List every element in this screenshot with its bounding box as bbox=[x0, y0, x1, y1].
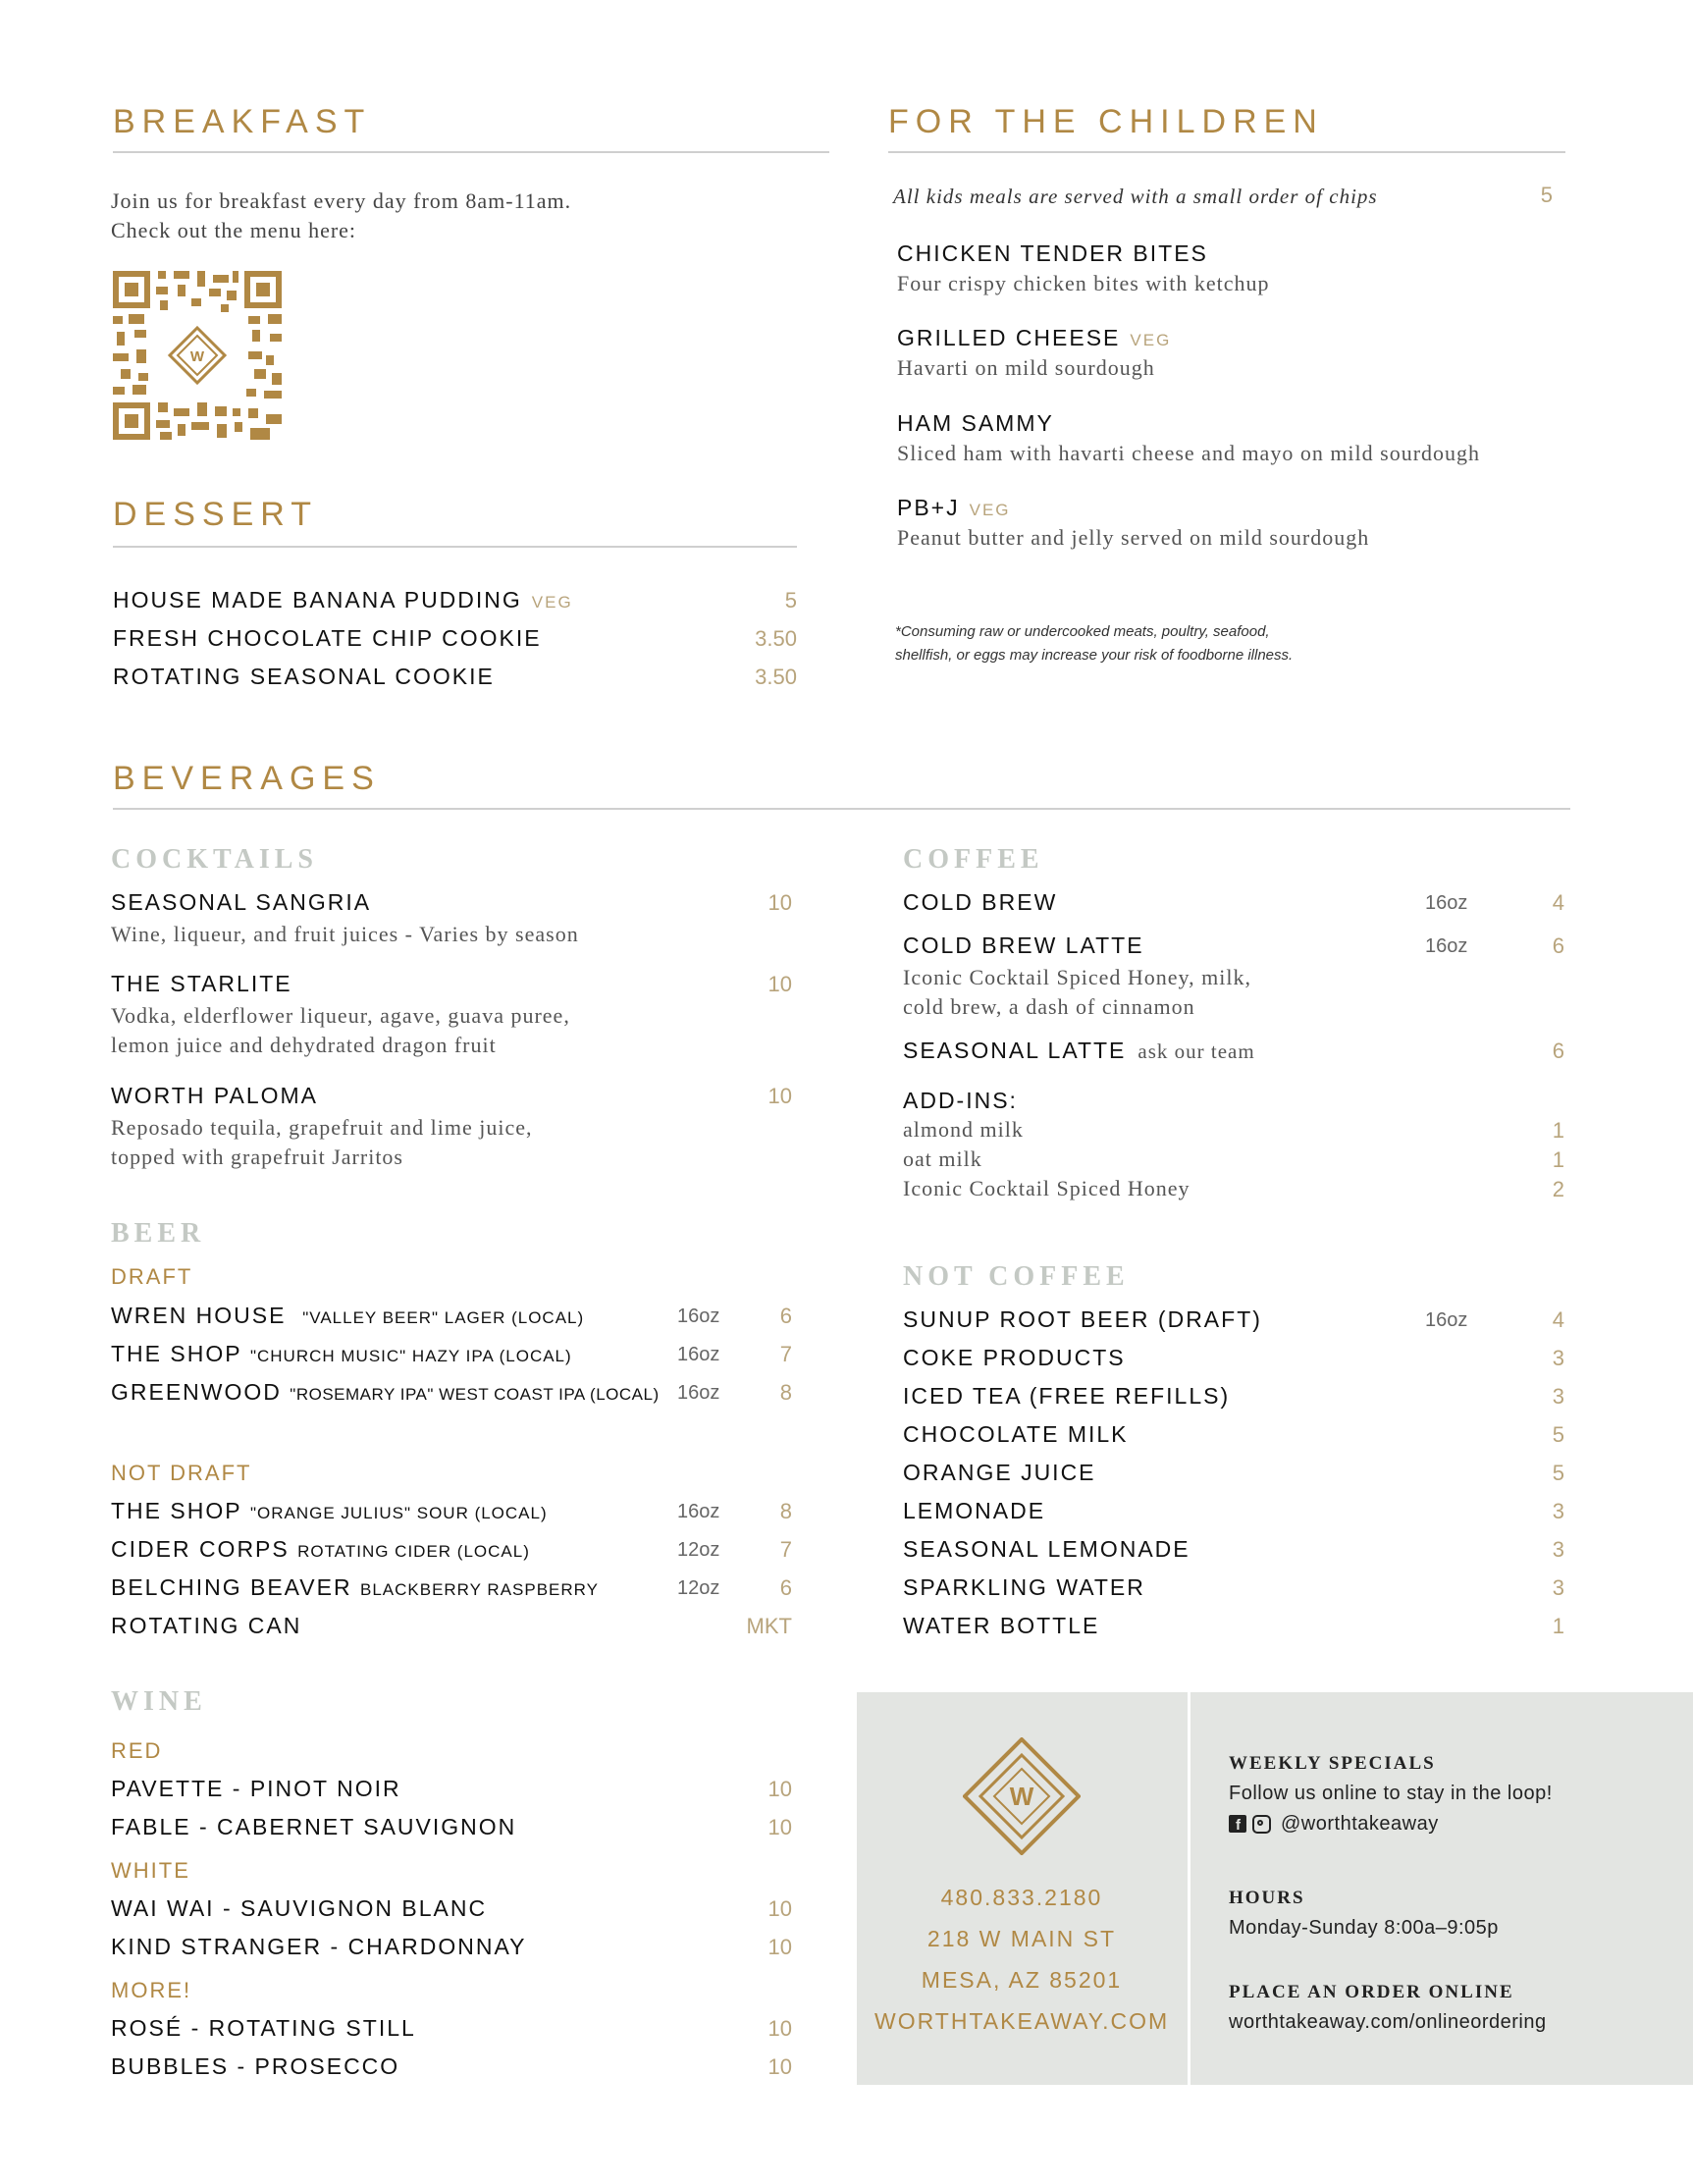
not-coffee-price: 3 bbox=[1552, 1346, 1564, 1370]
children-item bbox=[897, 327, 1171, 349]
qr-logo-letter: W bbox=[189, 348, 205, 365]
social-row[interactable] bbox=[1229, 1813, 1439, 1835]
not-coffee-price: 5 bbox=[1552, 1461, 1564, 1485]
wine-name: ROSÉ - ROTATING STILL bbox=[111, 2015, 416, 2041]
cocktail-name: SEASONAL SANGRIA bbox=[111, 889, 372, 915]
wine-price: 10 bbox=[767, 1777, 792, 1801]
cocktail-desc: lemon juice and dehydrated dragon fruit bbox=[111, 1033, 497, 1057]
draft-label: DRAFT bbox=[111, 1264, 193, 1289]
cocktail-desc: topped with grapefruit Jarritos bbox=[111, 1145, 403, 1169]
social-handle[interactable]: @worthtakeaway bbox=[1281, 1813, 1439, 1835]
cocktail-name: WORTH PALOMA bbox=[111, 1083, 318, 1108]
coffee-name: COLD BREW bbox=[903, 889, 1058, 915]
dessert-rule bbox=[113, 546, 797, 548]
beer-size: 16oz bbox=[677, 1305, 720, 1327]
dessert-price: 3.50 bbox=[755, 626, 797, 651]
wine-price: 10 bbox=[767, 2054, 792, 2079]
dessert-price: 3.50 bbox=[755, 665, 797, 689]
children-item bbox=[897, 497, 1011, 519]
children-rule bbox=[888, 151, 1565, 153]
wine-price: 10 bbox=[767, 2016, 792, 2041]
not-coffee-size: 16oz bbox=[1425, 1309, 1468, 1331]
dessert-item bbox=[113, 589, 573, 612]
website-link[interactable]: WORTHTAKEAWAY.COM bbox=[874, 2008, 1170, 2034]
not-coffee-price: 4 bbox=[1552, 1307, 1564, 1332]
coffee-name: COLD BREW LATTE bbox=[903, 932, 1144, 958]
weekly-specials-title: WEEKLY SPECIALS bbox=[1229, 1753, 1436, 1774]
beverages-title: BEVERAGES bbox=[113, 760, 381, 797]
veg-badge: VEG bbox=[969, 501, 1011, 519]
beer-size: 16oz bbox=[677, 1382, 720, 1404]
beer-price: 6 bbox=[779, 1304, 792, 1328]
instagram-icon[interactable] bbox=[1252, 1815, 1271, 1834]
beer-size: 16oz bbox=[677, 1501, 720, 1522]
coffee-title: COFFEE bbox=[903, 844, 1044, 875]
beer-item: THE SHOP "CHURCH MUSIC" HAZY IPA (LOCAL) bbox=[111, 1341, 572, 1366]
not-coffee-title: NOT COFFEE bbox=[903, 1261, 1130, 1292]
wine-price: 10 bbox=[767, 1896, 792, 1921]
addin-price: 1 bbox=[1552, 1118, 1564, 1143]
beer-size: 12oz bbox=[677, 1539, 720, 1561]
breakfast-title: BREAKFAST bbox=[113, 103, 372, 140]
phone-number[interactable]: 480.833.2180 bbox=[940, 1885, 1103, 1910]
beer-item: THE SHOP "ORANGE JULIUS" SOUR (LOCAL) bbox=[111, 1498, 548, 1523]
coffee-desc: cold brew, a dash of cinnamon bbox=[903, 994, 1195, 1019]
not-coffee-name: COKE PRODUCTS bbox=[903, 1345, 1126, 1370]
children-item-desc: Four crispy chicken bites with ketchup bbox=[897, 271, 1270, 295]
order-online-title: PLACE AN ORDER ONLINE bbox=[1229, 1982, 1514, 2002]
not-coffee-name: LEMONADE bbox=[903, 1498, 1046, 1523]
beer-price: 6 bbox=[779, 1575, 792, 1600]
coffee-price: 6 bbox=[1552, 1039, 1564, 1063]
addins-label: ADD-INS: bbox=[903, 1088, 1018, 1113]
beer-size: 16oz bbox=[677, 1344, 720, 1365]
cocktail-desc: Wine, liqueur, and fruit juices - Varies by season bbox=[111, 922, 579, 946]
not-coffee-name: ORANGE JUICE bbox=[903, 1460, 1096, 1485]
children-item-desc: Peanut butter and jelly served on mild sourdough bbox=[897, 525, 1370, 550]
wine-name: BUBBLES - PROSECCO bbox=[111, 2053, 400, 2079]
cocktail-name: THE STARLITE bbox=[111, 971, 292, 996]
dessert-price: 5 bbox=[784, 588, 797, 613]
not-coffee-price: 5 bbox=[1552, 1422, 1564, 1447]
children-item-name: GRILLED CHEESE bbox=[897, 325, 1121, 350]
coffee-item: SEASONAL LATTE ask our team bbox=[903, 1038, 1255, 1063]
addin-name: Iconic Cocktail Spiced Honey bbox=[903, 1176, 1190, 1200]
cocktail-price: 10 bbox=[767, 890, 792, 915]
cocktail-desc: Reposado tequila, grapefruit and lime juice, bbox=[111, 1115, 533, 1140]
veg-badge: VEG bbox=[531, 593, 573, 612]
breakfast-qr-code[interactable] bbox=[113, 271, 282, 440]
children-item-name: PB+J bbox=[897, 495, 960, 520]
white-label: WHITE bbox=[111, 1858, 190, 1883]
children-item-name: CHICKEN TENDER BITES bbox=[897, 240, 1208, 266]
beer-size: 12oz bbox=[677, 1577, 720, 1599]
food-safety-disclaimer: *Consuming raw or undercooked meats, poultry, seafood, shellfish, or eggs may increase your risk of foodborne illness. bbox=[895, 623, 1294, 664]
logo-letter: W bbox=[1009, 1782, 1034, 1811]
cocktail-desc: Vodka, elderflower liqueur, agave, guava puree, bbox=[111, 1003, 570, 1028]
wine-name: KIND STRANGER - CHARDONNAY bbox=[111, 1934, 527, 1959]
dessert-title: DESSERT bbox=[113, 496, 318, 533]
beer-item: ROTATING CAN bbox=[111, 1613, 302, 1638]
coffee-price: 4 bbox=[1552, 890, 1564, 915]
breakfast-text-line2: Check out the menu here: bbox=[111, 218, 357, 242]
coffee-price: 6 bbox=[1552, 933, 1564, 958]
wine-name: WAI WAI - SAUVIGNON BLANC bbox=[111, 1895, 488, 1921]
wine-price: 10 bbox=[767, 1815, 792, 1839]
wine-name: FABLE - CABERNET SAUVIGNON bbox=[111, 1814, 517, 1839]
coffee-size: 16oz bbox=[1425, 892, 1468, 914]
dessert-item-name: HOUSE MADE BANANA PUDDING bbox=[113, 587, 522, 613]
wine-name: PAVETTE - PINOT NOIR bbox=[111, 1776, 401, 1801]
addin-name: almond milk bbox=[903, 1117, 1024, 1142]
not-coffee-price: 1 bbox=[1552, 1614, 1564, 1638]
beer-price: 7 bbox=[779, 1537, 792, 1562]
children-item-name: HAM SAMMY bbox=[897, 410, 1054, 436]
wine-price: 10 bbox=[767, 1935, 792, 1959]
addin-price: 1 bbox=[1552, 1147, 1564, 1172]
not-coffee-name: ICED TEA (FREE REFILLS) bbox=[903, 1383, 1231, 1409]
not-coffee-name: SEASONAL LEMONADE bbox=[903, 1536, 1190, 1562]
children-note: All kids meals are served with a small order of chips bbox=[893, 185, 1378, 208]
cocktail-price: 10 bbox=[767, 972, 792, 996]
wine-title: WINE bbox=[111, 1686, 207, 1717]
children-price: 5 bbox=[1540, 183, 1553, 207]
beer-item: BELCHING BEAVER BLACKBERRY RASPBERRY bbox=[111, 1574, 599, 1600]
veg-badge: VEG bbox=[1130, 331, 1172, 349]
cocktails-title: COCKTAILS bbox=[111, 844, 318, 875]
beer-title: BEER bbox=[111, 1218, 206, 1249]
breakfast-rule bbox=[113, 151, 829, 153]
not-coffee-name: SUNUP ROOT BEER (DRAFT) bbox=[903, 1306, 1262, 1332]
children-title: FOR THE CHILDREN bbox=[888, 103, 1324, 140]
hours-title: HOURS bbox=[1229, 1888, 1305, 1908]
worth-logo-icon bbox=[963, 1737, 1081, 1855]
beer-price: 7 bbox=[779, 1342, 792, 1366]
coffee-desc: Iconic Cocktail Spiced Honey, milk, bbox=[903, 965, 1251, 989]
beer-price: 8 bbox=[779, 1499, 792, 1523]
beer-item: CIDER CORPS ROTATING CIDER (LOCAL) bbox=[111, 1536, 530, 1562]
beer-item: GREENWOOD "ROSEMARY IPA" WEST COAST IPA (LOCAL) bbox=[111, 1379, 660, 1405]
dessert-item: FRESH CHOCOLATE CHIP COOKIE bbox=[113, 625, 542, 651]
beer-price: MKT bbox=[746, 1614, 792, 1638]
beverages-rule bbox=[113, 808, 1570, 810]
not-coffee-name: SPARKLING WATER bbox=[903, 1574, 1145, 1600]
address-line2: MESA, AZ 85201 bbox=[921, 1967, 1123, 1993]
beer-item: WREN HOUSE "VALLEY BEER" LAGER (LOCAL) bbox=[111, 1303, 585, 1328]
not-coffee-price: 3 bbox=[1552, 1575, 1564, 1600]
not-coffee-price: 3 bbox=[1552, 1384, 1564, 1409]
not-coffee-name: CHOCOLATE MILK bbox=[903, 1421, 1129, 1447]
weekly-specials-text: Follow us online to stay in the loop! bbox=[1229, 1783, 1553, 1804]
beer-price: 8 bbox=[779, 1380, 792, 1405]
facebook-icon[interactable]: f bbox=[1229, 1815, 1246, 1833]
coffee-size: 16oz bbox=[1425, 935, 1468, 957]
dessert-item: ROTATING SEASONAL COOKIE bbox=[113, 664, 495, 689]
addin-price: 2 bbox=[1552, 1177, 1564, 1201]
children-item-desc: Havarti on mild sourdough bbox=[897, 355, 1155, 380]
hours-text: Monday-Sunday 8:00a–9:05p bbox=[1229, 1917, 1499, 1939]
order-online-link[interactable]: worthtakeaway.com/onlineordering bbox=[1229, 2011, 1547, 2033]
not-coffee-price: 3 bbox=[1552, 1499, 1564, 1523]
children-item-desc: Sliced ham with havarti cheese and mayo on mild sourdough bbox=[897, 441, 1481, 465]
red-label: RED bbox=[111, 1738, 163, 1763]
not-coffee-name: WATER BOTTLE bbox=[903, 1613, 1100, 1638]
more-label: MORE! bbox=[111, 1978, 192, 2002]
not-coffee-price: 3 bbox=[1552, 1537, 1564, 1562]
cocktail-price: 10 bbox=[767, 1084, 792, 1108]
address-line1: 218 W MAIN ST bbox=[926, 1926, 1117, 1951]
breakfast-text-line1: Join us for breakfast every day from 8am-11am. bbox=[111, 188, 572, 213]
addin-name: oat milk bbox=[903, 1146, 982, 1171]
not-draft-label: NOT DRAFT bbox=[111, 1461, 252, 1485]
